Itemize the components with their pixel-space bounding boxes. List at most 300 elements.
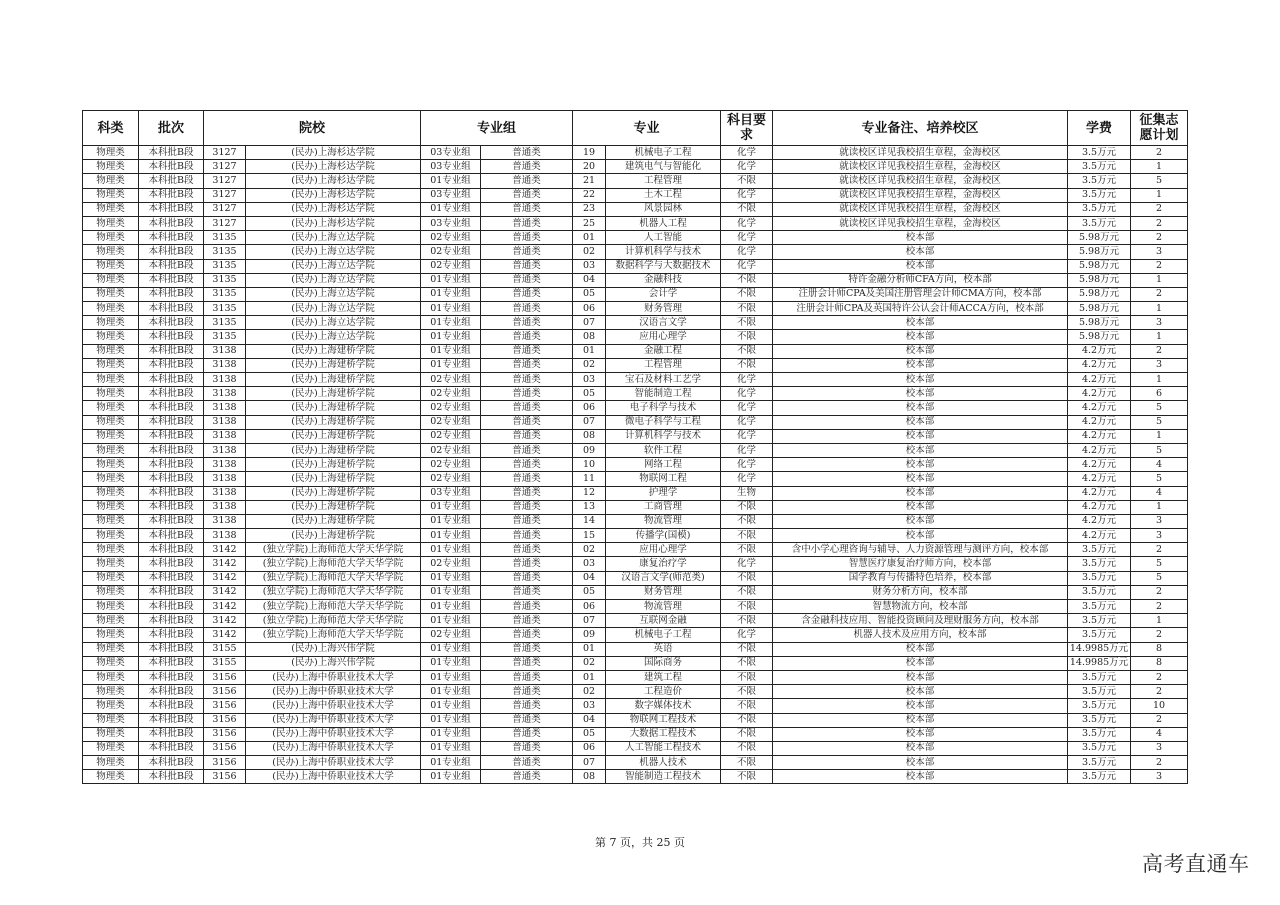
cell-group: 01专业组: [421, 202, 481, 216]
cell-batch: 本科批B段: [139, 401, 204, 415]
cell-tuition: 3.5万元: [1068, 216, 1131, 230]
cell-category: 物理类: [83, 571, 139, 585]
cell-plan: 2: [1131, 216, 1188, 230]
cell-school-name: (民办)上海建桥学院: [246, 472, 421, 486]
cell-subject-requirement: 不限: [721, 344, 773, 358]
cell-remarks: 国学教育与传播特色培养，校本部: [773, 571, 1068, 585]
cell-group: 03专业组: [421, 216, 481, 230]
table-row: [83, 245, 1188, 259]
cell-major-code: 03: [573, 373, 606, 387]
cell-major-name: 应用心理学: [606, 330, 721, 344]
cell-tuition: 3.5万元: [1068, 146, 1131, 160]
cell-major-code: 03: [573, 557, 606, 571]
cell-major-code: 07: [573, 316, 606, 330]
cell-school-code: 3138: [204, 358, 246, 372]
cell-group: 01专业组: [421, 571, 481, 585]
cell-subject-requirement: 不限: [721, 756, 773, 770]
cell-group-type: 普通类: [481, 685, 573, 699]
cell-school-name: (民办)上海建桥学院: [246, 387, 421, 401]
cell-remarks: 就读校区详见我校招生章程，金海校区: [773, 202, 1068, 216]
table-row: [83, 330, 1188, 344]
cell-plan: 2: [1131, 287, 1188, 301]
cell-school-code: 3135: [204, 259, 246, 273]
cell-remarks: 校本部: [773, 699, 1068, 713]
cell-group-type: 普通类: [481, 330, 573, 344]
cell-major-code: 07: [573, 756, 606, 770]
cell-major-code: 01: [573, 642, 606, 656]
cell-major-name: 工程管理: [606, 174, 721, 188]
cell-group-type: 普通类: [481, 770, 573, 784]
table-row: [83, 628, 1188, 642]
cell-category: 物理类: [83, 358, 139, 372]
cell-subject-requirement: 不限: [721, 330, 773, 344]
cell-category: 物理类: [83, 330, 139, 344]
cell-subject-requirement: 化学: [721, 557, 773, 571]
table-row: [83, 259, 1188, 273]
cell-remarks: 就读校区详见我校招生章程，金海校区: [773, 216, 1068, 230]
cell-plan: 3: [1131, 514, 1188, 528]
cell-major-name: 会计学: [606, 287, 721, 301]
cell-group: 01专业组: [421, 344, 481, 358]
cell-major-name: 财务管理: [606, 585, 721, 599]
cell-school-code: 3127: [204, 188, 246, 202]
cell-category: 物理类: [83, 756, 139, 770]
cell-major-name: 智能制造工程技术: [606, 770, 721, 784]
cell-major-name: 物联网工程技术: [606, 713, 721, 727]
cell-tuition: 4.2万元: [1068, 486, 1131, 500]
cell-major-code: 09: [573, 443, 606, 457]
cell-subject-requirement: 不限: [721, 614, 773, 628]
cell-group: 01专业组: [421, 741, 481, 755]
cell-major-name: 建筑工程: [606, 670, 721, 684]
cell-subject-requirement: 不限: [721, 302, 773, 316]
cell-school-name: (民办)上海建桥学院: [246, 529, 421, 543]
cell-major-name: 智能制造工程: [606, 387, 721, 401]
cell-subject-requirement: 生物: [721, 486, 773, 500]
cell-category: 物理类: [83, 486, 139, 500]
cell-school-code: 3156: [204, 770, 246, 784]
cell-plan: 3: [1131, 245, 1188, 259]
admission-plan-table: [82, 110, 1188, 784]
table-row: [83, 500, 1188, 514]
cell-remarks: 校本部: [773, 373, 1068, 387]
cell-plan: 2: [1131, 231, 1188, 245]
cell-remarks: 校本部: [773, 656, 1068, 670]
cell-major-code: 15: [573, 529, 606, 543]
cell-batch: 本科批B段: [139, 529, 204, 543]
page-footer: 第 7 页，共 25 页: [595, 836, 685, 849]
cell-group-type: 普通类: [481, 628, 573, 642]
cell-major-name: 计算机科学与技术: [606, 245, 721, 259]
cell-batch: 本科批B段: [139, 685, 204, 699]
cell-subject-requirement: 不限: [721, 642, 773, 656]
cell-school-name: (民办)上海杉达学院: [246, 188, 421, 202]
header-category: 科类: [83, 111, 139, 146]
cell-group-type: 普通类: [481, 458, 573, 472]
cell-major-code: 01: [573, 344, 606, 358]
cell-group: 01专业组: [421, 529, 481, 543]
cell-group: 01专业组: [421, 302, 481, 316]
cell-category: 物理类: [83, 642, 139, 656]
cell-major-name: 计算机科学与技术: [606, 429, 721, 443]
cell-group-type: 普通类: [481, 514, 573, 528]
cell-subject-requirement: 不限: [721, 316, 773, 330]
cell-school-code: 3138: [204, 344, 246, 358]
cell-school-code: 3135: [204, 330, 246, 344]
cell-major-name: 电子科学与技术: [606, 401, 721, 415]
cell-batch: 本科批B段: [139, 216, 204, 230]
cell-school-name: (民办)上海杉达学院: [246, 146, 421, 160]
cell-major-code: 02: [573, 543, 606, 557]
cell-group: 01专业组: [421, 358, 481, 372]
cell-group: 01专业组: [421, 316, 481, 330]
table-row: [83, 642, 1188, 656]
cell-major-code: 02: [573, 245, 606, 259]
cell-major-code: 20: [573, 160, 606, 174]
cell-group-type: 普通类: [481, 500, 573, 514]
cell-plan: 2: [1131, 713, 1188, 727]
cell-school-code: 3156: [204, 685, 246, 699]
cell-school-code: 3156: [204, 713, 246, 727]
cell-major-code: 04: [573, 713, 606, 727]
cell-group-type: 普通类: [481, 486, 573, 500]
cell-category: 物理类: [83, 585, 139, 599]
cell-school-code: 3138: [204, 387, 246, 401]
cell-subject-requirement: 不限: [721, 500, 773, 514]
cell-major-code: 06: [573, 741, 606, 755]
cell-tuition: 4.2万元: [1068, 429, 1131, 443]
cell-subject-requirement: 不限: [721, 358, 773, 372]
cell-batch: 本科批B段: [139, 429, 204, 443]
cell-plan: 8: [1131, 656, 1188, 670]
cell-batch: 本科批B段: [139, 472, 204, 486]
cell-category: 物理类: [83, 373, 139, 387]
cell-batch: 本科批B段: [139, 600, 204, 614]
table-row: [83, 160, 1188, 174]
cell-major-code: 09: [573, 628, 606, 642]
cell-school-code: 3138: [204, 514, 246, 528]
cell-major-name: 宝石及材料工艺学: [606, 373, 721, 387]
cell-tuition: 4.2万元: [1068, 415, 1131, 429]
cell-category: 物理类: [83, 529, 139, 543]
cell-tuition: 14.9985万元: [1068, 656, 1131, 670]
cell-group: 02专业组: [421, 259, 481, 273]
cell-major-code: 11: [573, 472, 606, 486]
cell-group-type: 普通类: [481, 146, 573, 160]
table-row: [83, 713, 1188, 727]
header-row: [83, 111, 1188, 146]
cell-major-name: 物流管理: [606, 514, 721, 528]
cell-batch: 本科批B段: [139, 614, 204, 628]
cell-batch: 本科批B段: [139, 373, 204, 387]
cell-major-code: 14: [573, 514, 606, 528]
cell-subject-requirement: 不限: [721, 656, 773, 670]
table-row: [83, 486, 1188, 500]
cell-group: 01专业组: [421, 656, 481, 670]
cell-major-code: 05: [573, 585, 606, 599]
cell-plan: 3: [1131, 741, 1188, 755]
table-row: [83, 656, 1188, 670]
cell-major-code: 02: [573, 685, 606, 699]
cell-plan: 1: [1131, 500, 1188, 514]
cell-major-name: 数字媒体技术: [606, 699, 721, 713]
cell-major-name: 建筑电气与智能化: [606, 160, 721, 174]
cell-category: 物理类: [83, 188, 139, 202]
cell-group: 01专业组: [421, 543, 481, 557]
cell-subject-requirement: 化学: [721, 458, 773, 472]
table-row: [83, 387, 1188, 401]
cell-group-type: 普通类: [481, 543, 573, 557]
cell-remarks: 校本部: [773, 330, 1068, 344]
cell-tuition: 3.5万元: [1068, 202, 1131, 216]
cell-group: 01专业组: [421, 642, 481, 656]
cell-tuition: 5.98万元: [1068, 273, 1131, 287]
cell-plan: 2: [1131, 146, 1188, 160]
cell-remarks: 就读校区详见我校招生章程，金海校区: [773, 174, 1068, 188]
cell-remarks: 校本部: [773, 415, 1068, 429]
cell-batch: 本科批B段: [139, 770, 204, 784]
cell-category: 物理类: [83, 699, 139, 713]
cell-group-type: 普通类: [481, 741, 573, 755]
cell-plan: 3: [1131, 358, 1188, 372]
cell-group-type: 普通类: [481, 600, 573, 614]
cell-school-code: 3135: [204, 231, 246, 245]
cell-subject-requirement: 不限: [721, 770, 773, 784]
cell-major-code: 05: [573, 387, 606, 401]
cell-plan: 2: [1131, 628, 1188, 642]
cell-category: 物理类: [83, 727, 139, 741]
cell-school-code: 3135: [204, 316, 246, 330]
cell-remarks: 校本部: [773, 741, 1068, 755]
cell-tuition: 4.2万元: [1068, 458, 1131, 472]
cell-batch: 本科批B段: [139, 443, 204, 457]
cell-category: 物理类: [83, 656, 139, 670]
cell-plan: 4: [1131, 486, 1188, 500]
table-row: [83, 344, 1188, 358]
cell-tuition: 3.5万元: [1068, 628, 1131, 642]
cell-batch: 本科批B段: [139, 656, 204, 670]
cell-remarks: 就读校区详见我校招生章程，金海校区: [773, 146, 1068, 160]
cell-plan: 5: [1131, 174, 1188, 188]
cell-tuition: 3.5万元: [1068, 699, 1131, 713]
cell-plan: 1: [1131, 302, 1188, 316]
cell-remarks: 校本部: [773, 245, 1068, 259]
cell-major-name: 护理学: [606, 486, 721, 500]
cell-remarks: 校本部: [773, 642, 1068, 656]
cell-group-type: 普通类: [481, 699, 573, 713]
cell-major-name: 传播学(国模): [606, 529, 721, 543]
cell-plan: 5: [1131, 443, 1188, 457]
cell-group: 01专业组: [421, 514, 481, 528]
cell-category: 物理类: [83, 741, 139, 755]
cell-major-name: 汉语言文学(师范类): [606, 571, 721, 585]
cell-category: 物理类: [83, 302, 139, 316]
cell-major-code: 13: [573, 500, 606, 514]
cell-school-name: (民办)上海建桥学院: [246, 514, 421, 528]
cell-tuition: 3.5万元: [1068, 585, 1131, 599]
cell-tuition: 4.2万元: [1068, 529, 1131, 543]
cell-major-code: 08: [573, 429, 606, 443]
cell-category: 物理类: [83, 600, 139, 614]
cell-group-type: 普通类: [481, 287, 573, 301]
cell-subject-requirement: 不限: [721, 287, 773, 301]
cell-group-type: 普通类: [481, 557, 573, 571]
cell-batch: 本科批B段: [139, 458, 204, 472]
cell-tuition: 3.5万元: [1068, 756, 1131, 770]
cell-school-name: (民办)上海建桥学院: [246, 373, 421, 387]
cell-school-name: (民办)上海中侨职业技术大学: [246, 727, 421, 741]
cell-major-name: 人工智能: [606, 231, 721, 245]
cell-school-name: (独立学院)上海师范大学天华学院: [246, 600, 421, 614]
table-row: [83, 302, 1188, 316]
cell-remarks: 校本部: [773, 259, 1068, 273]
cell-category: 物理类: [83, 500, 139, 514]
cell-tuition: 4.2万元: [1068, 373, 1131, 387]
cell-remarks: 智慧医疗康复治疗师方向，校本部: [773, 557, 1068, 571]
cell-major-code: 05: [573, 727, 606, 741]
cell-school-name: (民办)上海立达学院: [246, 302, 421, 316]
cell-subject-requirement: 不限: [721, 713, 773, 727]
cell-school-code: 3156: [204, 741, 246, 755]
cell-major-name: 应用心理学: [606, 543, 721, 557]
cell-school-code: 3142: [204, 585, 246, 599]
cell-school-name: (民办)上海杉达学院: [246, 216, 421, 230]
table-row: [83, 458, 1188, 472]
cell-major-code: 10: [573, 458, 606, 472]
cell-subject-requirement: 化学: [721, 259, 773, 273]
cell-group-type: 普通类: [481, 642, 573, 656]
cell-school-code: 3138: [204, 500, 246, 514]
cell-major-code: 07: [573, 415, 606, 429]
cell-batch: 本科批B段: [139, 557, 204, 571]
cell-group-type: 普通类: [481, 373, 573, 387]
cell-plan: 2: [1131, 585, 1188, 599]
cell-school-code: 3138: [204, 401, 246, 415]
cell-batch: 本科批B段: [139, 741, 204, 755]
cell-tuition: 3.5万元: [1068, 685, 1131, 699]
cell-major-code: 21: [573, 174, 606, 188]
cell-subject-requirement: 化学: [721, 160, 773, 174]
table-row: [83, 614, 1188, 628]
table-row: [83, 216, 1188, 230]
cell-school-name: (民办)上海立达学院: [246, 316, 421, 330]
cell-school-name: (独立学院)上海师范大学天华学院: [246, 614, 421, 628]
cell-major-name: 康复治疗学: [606, 557, 721, 571]
cell-school-name: (民办)上海杉达学院: [246, 202, 421, 216]
cell-group: 03专业组: [421, 146, 481, 160]
cell-plan: 6: [1131, 387, 1188, 401]
cell-tuition: 5.98万元: [1068, 287, 1131, 301]
cell-batch: 本科批B段: [139, 486, 204, 500]
cell-school-name: (民办)上海中侨职业技术大学: [246, 699, 421, 713]
cell-major-code: 05: [573, 287, 606, 301]
cell-school-code: 3138: [204, 443, 246, 457]
cell-category: 物理类: [83, 216, 139, 230]
cell-plan: 4: [1131, 458, 1188, 472]
cell-plan: 2: [1131, 202, 1188, 216]
cell-major-code: 01: [573, 231, 606, 245]
cell-group: 02专业组: [421, 472, 481, 486]
cell-group-type: 普通类: [481, 188, 573, 202]
cell-school-name: (民办)上海中侨职业技术大学: [246, 685, 421, 699]
cell-school-code: 3156: [204, 699, 246, 713]
cell-school-name: (民办)上海中侨职业技术大学: [246, 741, 421, 755]
cell-plan: 1: [1131, 429, 1188, 443]
cell-batch: 本科批B段: [139, 358, 204, 372]
cell-major-name: 机器人技术: [606, 756, 721, 770]
table-body: [83, 146, 1188, 784]
cell-major-code: 03: [573, 699, 606, 713]
cell-subject-requirement: 化学: [721, 373, 773, 387]
cell-major-name: 数据科学与大数据技术: [606, 259, 721, 273]
cell-group: 02专业组: [421, 245, 481, 259]
cell-group-type: 普通类: [481, 727, 573, 741]
cell-group-type: 普通类: [481, 472, 573, 486]
cell-major-code: 02: [573, 656, 606, 670]
cell-group-type: 普通类: [481, 160, 573, 174]
cell-batch: 本科批B段: [139, 571, 204, 585]
cell-group-type: 普通类: [481, 316, 573, 330]
cell-major-code: 08: [573, 770, 606, 784]
cell-school-name: (民办)上海建桥学院: [246, 415, 421, 429]
cell-tuition: 14.9985万元: [1068, 642, 1131, 656]
cell-category: 物理类: [83, 415, 139, 429]
cell-tuition: 4.2万元: [1068, 358, 1131, 372]
cell-group: 02专业组: [421, 415, 481, 429]
cell-category: 物理类: [83, 770, 139, 784]
cell-remarks: 校本部: [773, 231, 1068, 245]
cell-major-name: 风景园林: [606, 202, 721, 216]
cell-plan: 3: [1131, 770, 1188, 784]
cell-subject-requirement: 不限: [721, 543, 773, 557]
cell-batch: 本科批B段: [139, 699, 204, 713]
cell-plan: 3: [1131, 316, 1188, 330]
cell-group-type: 普通类: [481, 656, 573, 670]
cell-major-name: 微电子科学与工程: [606, 415, 721, 429]
cell-tuition: 5.98万元: [1068, 302, 1131, 316]
cell-batch: 本科批B段: [139, 146, 204, 160]
cell-tuition: 4.2万元: [1068, 472, 1131, 486]
cell-group: 01专业组: [421, 727, 481, 741]
cell-group: 01专业组: [421, 699, 481, 713]
cell-school-name: (民办)上海立达学院: [246, 231, 421, 245]
cell-plan: 3: [1131, 529, 1188, 543]
cell-subject-requirement: 不限: [721, 174, 773, 188]
cell-subject-requirement: 不限: [721, 571, 773, 585]
cell-remarks: 含金融科技应用、智能投资顾问及理财服务方向，校本部: [773, 614, 1068, 628]
cell-remarks: 财务分析方向，校本部: [773, 585, 1068, 599]
cell-group-type: 普通类: [481, 202, 573, 216]
cell-subject-requirement: 化学: [721, 472, 773, 486]
cell-tuition: 3.5万元: [1068, 160, 1131, 174]
table-row: [83, 600, 1188, 614]
table-row: [83, 174, 1188, 188]
cell-group: 01专业组: [421, 287, 481, 301]
cell-school-code: 3138: [204, 472, 246, 486]
cell-school-code: 3138: [204, 373, 246, 387]
cell-tuition: 4.2万元: [1068, 500, 1131, 514]
cell-remarks: 校本部: [773, 429, 1068, 443]
cell-group-type: 普通类: [481, 216, 573, 230]
cell-major-name: 英语: [606, 642, 721, 656]
cell-group: 02专业组: [421, 231, 481, 245]
cell-group: 01专业组: [421, 770, 481, 784]
cell-tuition: 3.5万元: [1068, 557, 1131, 571]
cell-major-code: 04: [573, 273, 606, 287]
cell-remarks: 注册会计师CPA及英国特许公认会计师ACCA方向，校本部: [773, 302, 1068, 316]
cell-school-code: 3142: [204, 557, 246, 571]
cell-school-code: 3142: [204, 571, 246, 585]
